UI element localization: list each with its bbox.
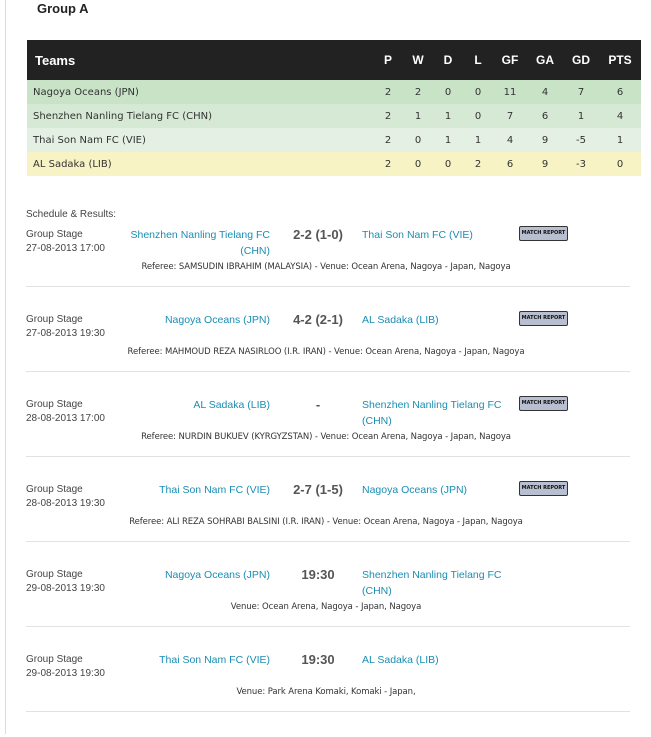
match-datetime: 29-08-2013 19:30 [26, 668, 105, 679]
match-datetime: 27-08-2013 19:30 [26, 328, 105, 339]
match-stage: Group Stage [26, 229, 83, 240]
header-points: PTS [599, 40, 641, 80]
match-divider [26, 541, 630, 542]
team-name: Thai Son Nam FC (VIE) [33, 134, 146, 146]
match-referee-venue: Referee: MAHMOUD REZA NASIRLOO (I.R. IRAN) - Venue: Ocean Arena, Nagoya - Japan, Nagoya [127, 347, 525, 357]
match-report-button[interactable]: MATCH REPORT [519, 481, 568, 496]
match-venue: Venue: Park Arena Komaki, Komaki - Japan, [236, 687, 416, 697]
match-item [0, 482, 651, 567]
cell-goals-against: 6 [541, 110, 549, 122]
cell-lost: 2 [474, 158, 482, 170]
cell-won: 1 [414, 110, 422, 122]
match-referee-venue: Referee: NURDIN BUKUEV (KYRGYZSTAN) - Venue: Ocean Arena, Nagoya - Japan, Nagoya [141, 432, 511, 442]
match-kickoff-time: 19:30 [301, 567, 335, 582]
match-divider [26, 711, 630, 712]
cell-points: 0 [616, 158, 624, 170]
team-name: Nagoya Oceans (JPN) [33, 86, 139, 98]
cell-goals-for: 4 [506, 134, 514, 146]
header-teams: Teams [27, 40, 373, 80]
match-stage: Group Stage [26, 399, 83, 410]
match-item [0, 312, 651, 397]
header-goals-for: GF [493, 40, 527, 80]
away-team-link[interactable]: Nagoya Oceans (JPN) [362, 484, 468, 496]
match-divider [26, 371, 630, 372]
table-row [27, 80, 641, 104]
match-report-button[interactable]: MATCH REPORT [519, 396, 568, 411]
cell-drawn: 1 [444, 110, 452, 122]
match-score: 4-2 (2-1) [293, 312, 343, 327]
match-datetime: 28-08-2013 19:30 [26, 498, 105, 509]
home-team-link[interactable]: Shenzhen Nanling Tielang FC (CHN) [130, 229, 270, 257]
match-item [0, 567, 651, 652]
cell-lost: 0 [474, 110, 482, 122]
cell-played: 2 [384, 158, 392, 170]
match-stage: Group Stage [26, 569, 83, 580]
match-stage: Group Stage [26, 314, 83, 325]
cell-points: 1 [616, 134, 624, 146]
match-divider [26, 626, 630, 627]
header-drawn: D [433, 40, 463, 80]
home-team-link[interactable]: AL Sadaka (LIB) [193, 399, 270, 411]
table-row [27, 128, 641, 152]
away-team-link[interactable]: Thai Son Nam FC (VIE) [362, 229, 473, 241]
cell-lost: 1 [474, 134, 482, 146]
match-referee-venue: Referee: ALI REZA SOHRABI BALSINI (I.R. IRAN) - Venue: Ocean Arena, Nagoya - Japan, Nagoya [129, 517, 523, 527]
away-team-link[interactable]: Shenzhen Nanling Tielang FC (CHN) [362, 399, 502, 427]
cell-won: 0 [414, 158, 422, 170]
match-score: 2-2 (1-0) [293, 227, 343, 242]
cell-goals-against: 9 [541, 158, 549, 170]
match-datetime: 28-08-2013 17:00 [26, 413, 105, 424]
cell-goals-for: 7 [506, 110, 514, 122]
cell-lost: 0 [474, 86, 482, 98]
match-score: - [315, 397, 321, 412]
cell-goal-difference: 1 [577, 110, 585, 122]
header-lost: L [463, 40, 493, 80]
header-goal-difference: GD [563, 40, 599, 80]
away-team-link[interactable]: Shenzhen Nanling Tielang FC (CHN) [362, 569, 502, 597]
standings-table [27, 40, 641, 176]
match-referee-venue: Referee: SAMSUDIN IBRAHIM (MALAYSIA) - Venue: Ocean Arena, Nagoya - Japan, Nagoya [141, 262, 511, 272]
table-row [27, 104, 641, 128]
away-team-link[interactable]: AL Sadaka (LIB) [362, 654, 439, 666]
match-divider [26, 286, 630, 287]
match-report-button[interactable]: MATCH REPORT [519, 226, 568, 241]
header-goals-against: GA [527, 40, 563, 80]
header-won: W [403, 40, 433, 80]
cell-drawn: 0 [444, 86, 452, 98]
match-item [0, 397, 651, 482]
match-datetime: 29-08-2013 19:30 [26, 583, 105, 594]
standings-header-row [27, 40, 641, 80]
match-venue: Venue: Ocean Arena, Nagoya - Japan, Nagoya [230, 602, 422, 612]
cell-played: 2 [384, 86, 392, 98]
match-report-button[interactable]: MATCH REPORT [519, 311, 568, 326]
match-kickoff-time: 19:30 [301, 652, 335, 667]
home-team-link[interactable]: Nagoya Oceans (JPN) [164, 314, 270, 326]
cell-won: 2 [414, 86, 422, 98]
cell-goals-against: 4 [541, 86, 549, 98]
home-team-link[interactable]: Thai Son Nam FC (VIE) [159, 484, 270, 496]
team-name: Shenzhen Nanling Tielang FC (CHN) [33, 110, 212, 122]
cell-drawn: 0 [444, 158, 452, 170]
match-item [0, 227, 651, 312]
home-team-link[interactable]: Thai Son Nam FC (VIE) [159, 654, 270, 666]
header-played: P [373, 40, 403, 80]
match-divider [26, 456, 630, 457]
match-datetime: 27-08-2013 17:00 [26, 243, 105, 254]
cell-points: 6 [616, 86, 624, 98]
cell-won: 0 [414, 134, 422, 146]
cell-goal-difference: 7 [577, 86, 585, 98]
cell-goals-for: 11 [503, 86, 517, 98]
group-title: Group A [37, 1, 89, 16]
cell-drawn: 1 [444, 134, 452, 146]
match-item [0, 652, 651, 737]
cell-goals-against: 9 [541, 134, 549, 146]
cell-played: 2 [384, 134, 392, 146]
table-row [27, 152, 641, 176]
away-team-link[interactable]: AL Sadaka (LIB) [362, 314, 439, 326]
home-team-link[interactable]: Nagoya Oceans (JPN) [164, 569, 270, 581]
team-name: AL Sadaka (LIB) [33, 158, 112, 170]
cell-goal-difference: -3 [576, 158, 586, 170]
cell-goal-difference: -5 [576, 134, 586, 146]
cell-goals-for: 6 [506, 158, 514, 170]
cell-played: 2 [384, 110, 392, 122]
cell-points: 4 [616, 110, 624, 122]
schedule-results-label: Schedule & Results: [26, 209, 117, 220]
match-stage: Group Stage [26, 654, 83, 665]
match-score: 2-7 (1-5) [293, 482, 343, 497]
match-stage: Group Stage [26, 484, 83, 495]
